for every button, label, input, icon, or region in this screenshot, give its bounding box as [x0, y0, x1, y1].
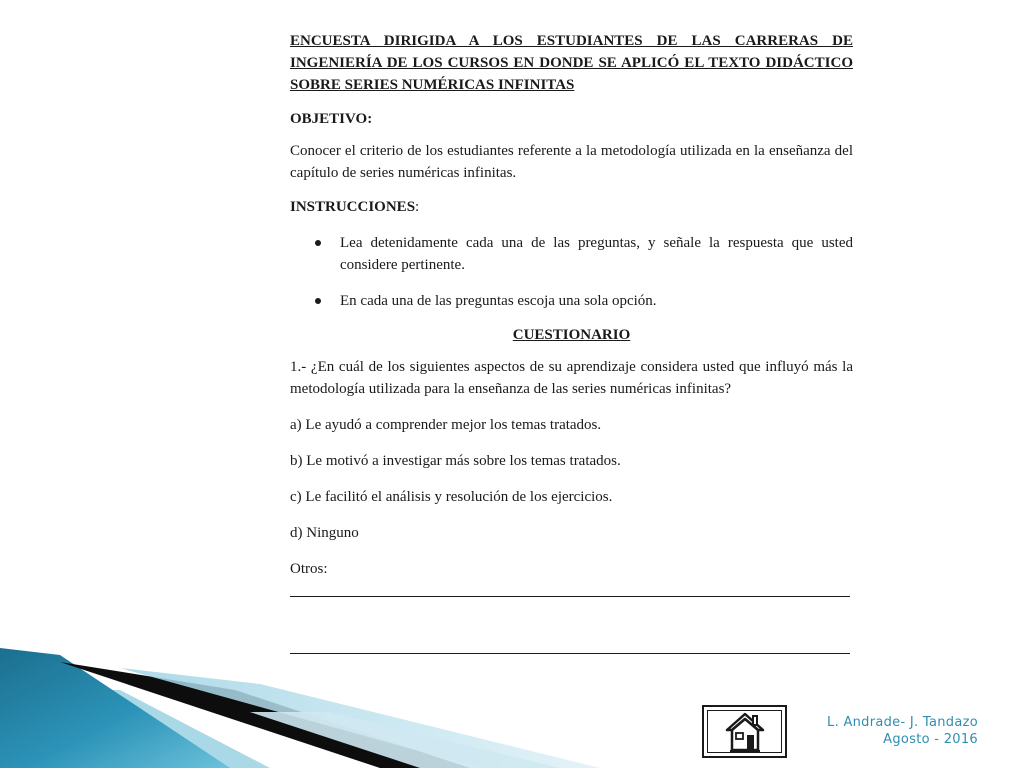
option-a: a) Le ayudó a comprender mejor los temas tratados.: [290, 417, 602, 433]
home-icon: [725, 711, 765, 753]
footer-credits: [827, 714, 978, 748]
instructions-heading-line: [290, 196, 853, 218]
home-button[interactable]: [702, 705, 787, 758]
instruction-text: En cada una de las preguntas escoja una sola opción.: [340, 293, 657, 309]
question-1: 1.- ¿En cuál de los siguientes aspectos de su aprendizaje considera usted que influyó más la metodología utilizada para la enseñanza de las series numéricas infinitas?: [290, 359, 853, 397]
answer-line: [290, 653, 850, 654]
answer-line: [290, 596, 850, 597]
survey-document: [290, 30, 853, 654]
questionnaire-heading: CUESTIONARIO: [512, 327, 631, 343]
option-b: b) Le motivó a investigar más sobre los temas tratados.: [290, 453, 621, 469]
instructions-list: [290, 232, 853, 312]
others-label: Otros:: [290, 561, 328, 577]
footer-date: Agosto - 2016: [883, 732, 978, 747]
instructions-heading: INSTRUCCIONES: [290, 199, 416, 215]
bullet-icon: [315, 298, 321, 304]
instruction-item: [290, 290, 853, 312]
footer-authors: L. Andrade- J. Tandazo: [827, 715, 978, 730]
instruction-text: Lea detenidamente cada una de las preguntas, y señale la respuesta que usted considere pertinente.: [340, 235, 853, 273]
survey-title: ENCUESTA DIRIGIDA A LOS ESTUDIANTES DE LAS CARRERAS DE INGENIERÍA DE LOS CURSOS EN DONDE SE APLICÓ EL TEXTO DIDÁCTICO SOBRE SERIES NUMÉRICAS INFINITAS: [290, 33, 853, 93]
objective-text: Conocer el criterio de los estudiantes referente a la metodología utilizada en la enseñanza del capítulo de series numéricas infinitas.: [290, 143, 853, 181]
instruction-item: [290, 232, 853, 276]
option-d: d) Ninguno: [290, 525, 359, 541]
bullet-icon: [315, 240, 321, 246]
option-c: c) Le facilitó el análisis y resolución de los ejercicios.: [290, 489, 613, 505]
instructions-colon: :: [415, 199, 420, 215]
objective-heading: OBJETIVO:: [290, 111, 373, 127]
